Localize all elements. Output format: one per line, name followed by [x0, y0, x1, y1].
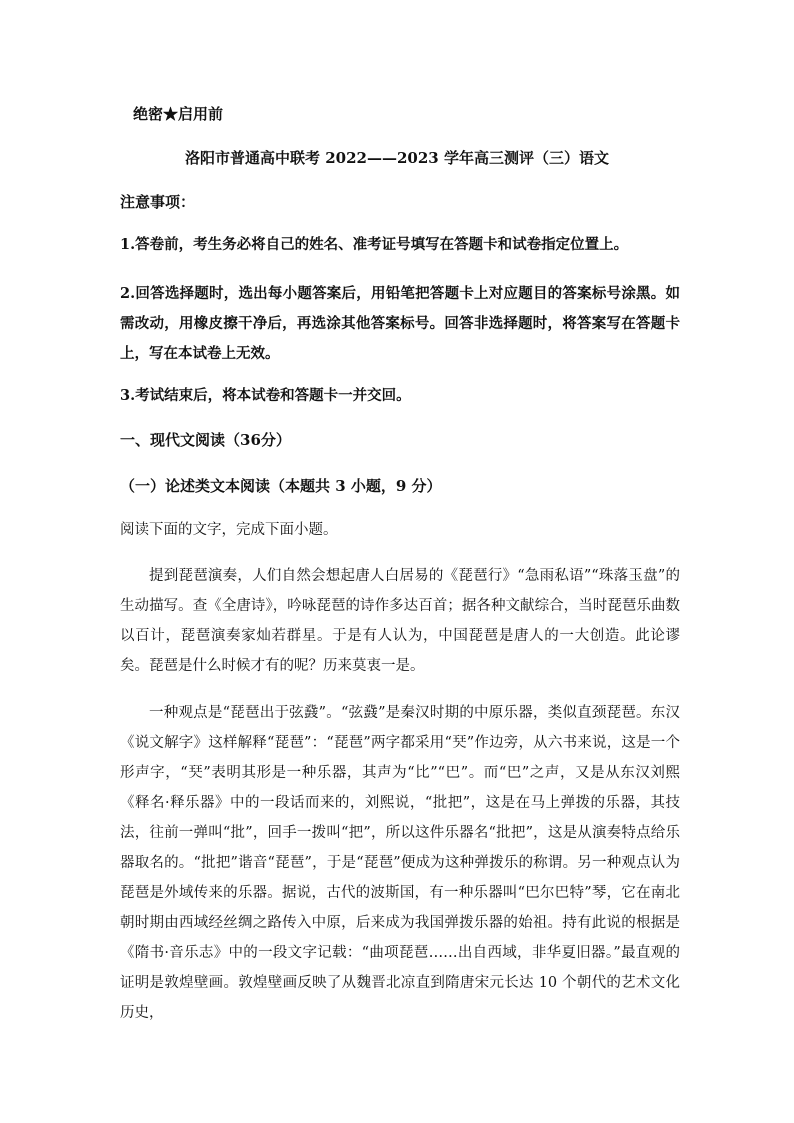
exam-title: 洛阳市普通高中联考 2022——2023 学年高三测评（三）语文 [185, 149, 609, 167]
section-heading: 一、现代文阅读（36分） [120, 431, 291, 449]
reading-instruction: 阅读下面的文字，完成下面小题。 [120, 522, 338, 538]
secret-mark: 绝密★启用前 [133, 105, 224, 123]
subsection-heading: （一）论述类文本阅读（本题共 3 小题，9 分） [120, 477, 442, 495]
notice-item-1: 1.答卷前，考生务必将自己的姓名、准考证号填写在答题卡和试卷指定位置上。 [120, 236, 629, 253]
passage-paragraph-2: 一种观点是“琵琶出于弦鼗”。“弦鼗”是秦汉时期的中原乐器，类似直颈琵琶。东汉《说文解字》这样解释“琵琶”：“琵琶”两字都采用“珡”作边旁，从六书来说，这是一个形声字，“珡”表明其形是一种乐器，其声为“比”“巴”。而“巴”之声，又是从东汉刘熙《释名·释乐器》中的一段话而来的，刘熙说，“批把”，这是在马上弹拨的乐器，其技法，往前一弹叫“批”，回手一拨叫“把”，所以这件乐器名“批把”，这是从演奏特点给乐器取名的。“批把”谐音“琵琶”，于是“琵琶”便成为这种弹拨乐的称谓。另一种观点认为琵琶是外域传来的乐器。据说，古代的波斯国，有一种乐器叫“巴尔巴特”琴，它在南北朝时期由西域经丝绸之路传入中原，后来成为我国弹拨乐器的始祖。持有此说的根据是《隋书·音乐志》中的一段文字记载：“曲项琵琶……出自西域，非华夏旧器。”最直观的证明是敦煌壁画。敦煌壁画反映了从魏晋北凉直到隋唐宋元长达 10 个朝代的艺术文化历史， [120, 705, 680, 1021]
passage-paragraph-1: 提到琵琶演奏，人们自然会想起唐人白居易的《琵琶行》“急雨私语”“珠落玉盘”的生动描写。查《全唐诗》，吟咏琵琶的诗作多达百首；据各种文献综合，当时琵琶乐曲数以百计，琵琶演奏家灿若群星。于是有人认为，中国琵琶是唐人的一大创造。此论谬矣。琵琶是什么时候才有的呢？历来莫衷一是。 [120, 568, 680, 674]
notice-item-2: 2.回答选择题时，选出每小题答案后，用铅笔把答题卡上对应题目的答案标号涂黑。如需改动，用橡皮擦干净后，再选涂其他答案标号。回答非选择题时，将答案写在答题卡上，写在本试卷上无效。 [120, 285, 680, 362]
notice-heading: 注意事项： [120, 193, 196, 211]
notice-item-3: 3.考试结束后，将本试卷和答题卡一并交回。 [120, 387, 411, 404]
